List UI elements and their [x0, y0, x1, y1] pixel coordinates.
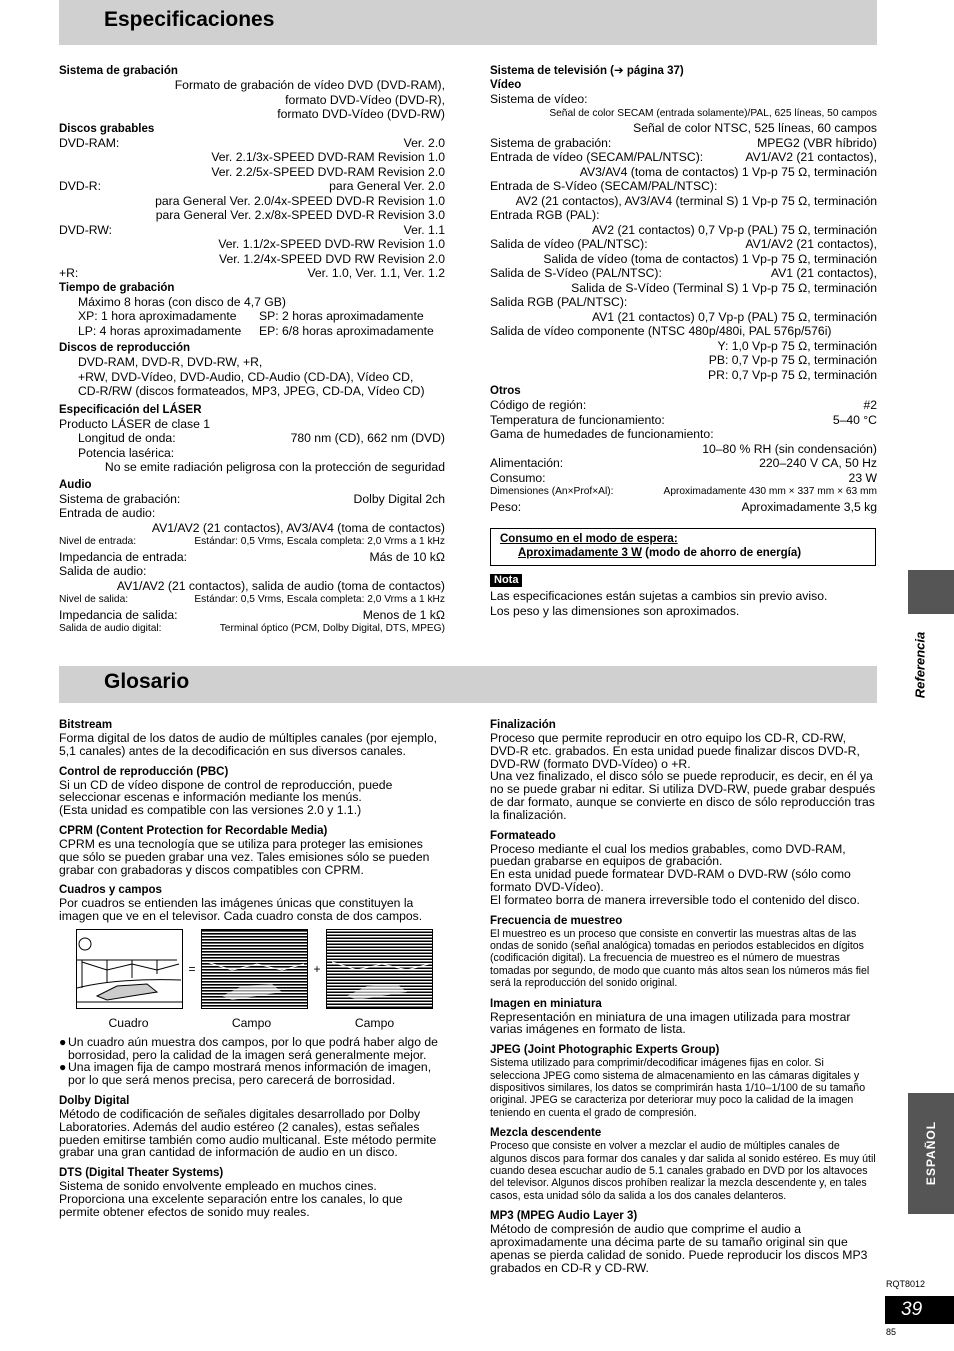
spec-row: Sistema de grabación: MPEG2 (VBR híbrido)	[490, 135, 877, 150]
rec-time-max: Máximo 8 horas (con disco de 4,7 GB)	[78, 294, 286, 309]
spec-row: DVD-RW: Ver. 1.1	[59, 222, 445, 237]
rec-time-row: LP: 4 horas aproximadamente EP: 6/8 horas aproximadamente	[78, 323, 434, 338]
spec-line: Y: 1,0 Vp-p 75 Ω, terminación	[717, 338, 877, 353]
gloss-def: Proceso que permite reproducir en otro equipo los CD-R, CD-RW, DVD-R etc. grabados. En esta unidad puede finalizar discos DVD-R, DVD-RW (formato DVD-Vídeo) o +R.	[490, 731, 860, 771]
field-image-2	[326, 929, 433, 1009]
nota-line: Los peso y las dimensiones son aproximados.	[490, 603, 740, 618]
page-number: 39	[885, 1296, 954, 1324]
spec-row: Nivel de salida: Estándar: 0,5 Vrms, Escala completa: 2,0 Vrms a 1 kHz	[59, 594, 445, 605]
rec-system-line: formato DVD-Vídeo (DVD-RW)	[277, 107, 445, 121]
gloss-def: Método de compresión de audio que comprime el audio a aproximadamente una décima parte de su tamaño original sin que apenas se pierda calidad de sonido. Puede reproducir los discos MP3 grabados en CD-R y CD-RW.	[490, 1222, 868, 1275]
standby-line1: Consumo en el modo de espera:	[500, 533, 678, 545]
spec-line: PR: 0,7 Vp-p 75 Ω, terminación	[708, 367, 877, 382]
other-rows	[490, 398, 877, 514]
spec-line: Salida RGB (PAL/NTSC):	[490, 295, 628, 309]
spec-line: para General Ver. 2.0/4x-SPEED DVD-R Revision 1.0	[155, 193, 445, 208]
spec-row: Longitud de onda: 780 nm (CD), 662 nm (DVD)	[78, 431, 445, 445]
rec-discs-heading: Discos grabables	[59, 122, 155, 135]
bullet-item: ● Una imagen fija de campo mostrará menos información de imagen, por lo que será menos precisa, pero carecerá de borrosidad.	[59, 1060, 432, 1088]
gloss-term: MP3 (MPEG Audio Layer 3)	[490, 1210, 638, 1223]
spec-title: Especificaciones	[104, 8, 275, 31]
gloss-def: Proceso mediante el cual los medios grabables, como DVD-RAM, puedan grabarse en equipos de grabación.	[490, 841, 846, 869]
spec-row: +R: Ver. 1.0, Ver. 1.1, Ver. 1.2	[59, 266, 445, 280]
gloss-term: Dolby Digital	[59, 1094, 130, 1107]
side-label-referencia: Referencia	[912, 631, 928, 699]
spec-row: Salida de audio digital: Terminal óptico (PCM, Dolby Digital, DTS, MPEG)	[59, 623, 445, 634]
spec-row: Impedancia de entrada: Más de 10 kΩ	[59, 549, 445, 564]
spec-row: Nivel de entrada: Estándar: 0,5 Vrms, Escala completa: 2,0 Vrms a 1 kHz	[59, 536, 445, 547]
laser-heading: Especificación del LÁSER	[59, 403, 202, 416]
gloss-def: Por cuadros se entienden las imágenes únicas que constituyen la imagen que ve en el televisor. Cada cuadro consta de dos campos.	[59, 896, 423, 924]
gloss-header-band	[59, 666, 877, 703]
field-image-1	[201, 929, 308, 1009]
gloss-def: El formateo borra de manera irreversible todo el contenido del disco.	[490, 892, 860, 907]
play-discs-line: +RW, DVD-Vídeo, DVD-Audio, CD-Audio (CD-DA), Vídeo CD,	[78, 369, 414, 384]
gloss-def: Si un CD de vídeo dispone de control de reproducción, puede seleccionar escenas e información mediante los menús.	[59, 777, 393, 805]
section-tab-block	[908, 570, 954, 614]
gloss-def: (Esta unidad es compatible con las versiones 2.0 y 1.1.)	[59, 803, 362, 818]
spec-row: Dimensiones (An×Prof×Al): Aproximadamente 430 mm × 337 mm × 63 mm	[490, 486, 877, 497]
spec-line: para General Ver. 2.x/8x-SPEED DVD-R Revision 3.0	[155, 208, 445, 222]
gloss-term: Control de reproducción (PBC)	[59, 765, 229, 778]
gloss-term: Imagen en miniatura	[490, 997, 602, 1010]
spec-right-column	[490, 64, 877, 514]
spec-row: Código de región: #2	[490, 398, 877, 412]
gloss-def: El muestreo es un proceso que consiste en convertir las muestras altas de las ondas de sonido (señal analógica) tomadas en periodos establecidos en dígitos (codificación digital). La frecuencia de muestreo es el número de muestras tomadas por segundo, de modo que cuanto más altos sean los números más fiel será la reproducción del sonido original.	[490, 927, 870, 990]
tv-rows	[490, 136, 877, 383]
rec-time-row: XP: 1 hora aproximadamente SP: 2 horas aproximadamente	[78, 309, 424, 323]
frames-figure	[76, 929, 445, 1009]
gloss-right-column	[490, 711, 876, 1274]
spec-line: AV2 (21 contactos), AV3/AV4 (terminal S) 1 Vp-p 75 Ω, terminación	[515, 193, 877, 208]
gloss-term: Cuadros y campos	[59, 884, 162, 897]
standby-box	[490, 528, 876, 566]
spec-line: Salida de vídeo (toma de contactos) 1 Vp-p 75 Ω, terminación	[543, 251, 877, 266]
gloss-def: Representación en miniatura de una imagen utilizada para mostrar varias imágenes en formato de lista.	[490, 1009, 851, 1037]
rec-system-line: formato DVD-Vídeo (DVD-R),	[285, 92, 445, 107]
gloss-def: Método de codificación de señales digitales desarrollado por Dolby Laboratories. Además del audio estéreo (2 canales), estas señales pueden emitirse también como audio multicanal. Este método permite grabar una gran cantidad de información de audio en un disco.	[59, 1106, 437, 1160]
play-discs-line: DVD-RAM, DVD-R, DVD-RW, +R,	[78, 355, 263, 369]
nota-label: Nota	[490, 574, 522, 587]
laser-product: Producto LÁSER de clase 1	[59, 416, 211, 431]
gloss-def: En esta unidad puede formatear DVD-RAM o DVD-RW (sólo como formato DVD-Vídeo).	[490, 867, 851, 894]
rec-system-heading: Sistema de grabación	[59, 65, 178, 77]
nota-section	[490, 572, 877, 618]
gloss-term: CPRM (Content Protection for Recordable Media)	[59, 824, 328, 837]
audio-in-label: Entrada de audio:	[59, 506, 156, 520]
spec-line: AV3/AV4 (toma de contactos) 1 Vp-p 75 Ω, terminación	[579, 164, 877, 179]
spec-line: Salida de vídeo componente (NTSC 480p/480i, PAL 576p/576i)	[490, 324, 832, 338]
spec-row: Peso: Aproximadamente 3,5 kg	[490, 499, 877, 514]
equals-sign: =	[188, 961, 196, 976]
spec-row: Sistema de grabación: Dolby Digital 2ch	[59, 491, 445, 506]
spec-line: Ver. 1.1/2x-SPEED DVD-RW Revision 1.0	[218, 237, 445, 251]
gloss-def: Una vez finalizado, el disco sólo se puede reproducir, es decir, en él ya no se puede grabar ni editar. Si utiliza DVD-RW, puede grabar después de dar formato, aunque se convierte en disco de sólo reproducción tras la finalización.	[490, 769, 876, 822]
spec-line: Entrada de S-Vídeo (SECAM/PAL/NTSC):	[490, 179, 718, 193]
video-system-line: Señal de color SECAM (entrada solamente)/PAL, 625 líneas, 50 campos	[549, 107, 877, 119]
spec-row: Salida de S-Vídeo (PAL/NTSC): AV1 (21 contactos),	[490, 266, 877, 280]
gloss-def: Forma digital de los datos de audio de múltiples canales (por ejemplo, 5,1 canales) antes de la decodificación en sus diversos canales.	[59, 731, 438, 758]
gloss-term: Finalización	[490, 719, 556, 731]
doc-code: RQT8012	[886, 1279, 926, 1289]
audio-heading: Audio	[59, 478, 92, 491]
gloss-term: Mezcla descendente	[490, 1127, 602, 1140]
figure-captions	[67, 1017, 445, 1030]
bullet-item: ● Un cuadro aún muestra dos campos, por lo que podrá haber algo de borrosidad, pero la calidad de la imagen será generalmente mejor.	[59, 1034, 438, 1062]
standby-line2: Aproximadamente 3 W (modo de ahorro de energía)	[518, 547, 802, 559]
caption-cuadro: Cuadro	[108, 1015, 149, 1030]
spec-header-band	[59, 0, 877, 45]
spec-line: Salida de S-Vídeo (Terminal S) 1 Vp-p 75 Ω, terminación	[571, 280, 877, 295]
spec-line: Gama de humedades de funcionamiento:	[490, 427, 714, 441]
spec-line: Entrada RGB (PAL):	[490, 208, 600, 222]
spec-row: Entrada de vídeo (SECAM/PAL/NTSC): AV1/AV2 (21 contactos),	[490, 150, 877, 164]
video-system-label: Sistema de vídeo:	[490, 92, 588, 106]
play-discs-heading: Discos de reproducción	[59, 342, 191, 354]
spec-line: AV2 (21 contactos) 0,7 Vp-p (PAL) 75 Ω, terminación	[591, 222, 877, 237]
gloss-def: Proceso que consiste en volver a mezclar el audio de múltiples canales de algunos discos para formar dos canales y dar salida al sonido estéreo. Es muy útil cuando desea escuchar audio de 5.1 canales grabado en DVD por los altavoces del televisor. Algunos discos prohíben realizar la mezcla descendente y, en tales casos, esta unidad sólo da salida a los dos canales delanteros.	[490, 1140, 876, 1202]
rec-system-line: Formato de grabación de vídeo DVD (DVD-RAM),	[174, 78, 445, 92]
caption-campo: Campo	[354, 1015, 395, 1030]
spec-row: DVD-RAM: Ver. 2.0	[59, 135, 445, 150]
gloss-term: Bitstream	[59, 719, 113, 731]
spec-line: PB: 0,7 Vp-p 75 Ω, terminación	[708, 353, 877, 367]
sheet-number: 85	[886, 1327, 897, 1337]
nota-line: Las especificaciones están sujetas a cambios sin previo aviso.	[490, 589, 828, 603]
gloss-term: Formateado	[490, 829, 556, 842]
other-heading: Otros	[490, 385, 521, 397]
laser-power: Potencia lasérica:	[78, 445, 175, 460]
spec-row: Impedancia de salida: Menos de 1 kΩ	[59, 607, 445, 622]
frame-image	[76, 929, 183, 1009]
spec-row: Temperatura de funcionamiento: 5–40 °C	[490, 412, 877, 427]
audio-in-value: AV1/AV2 (21 contactos), AV3/AV4 (toma de contactos)	[151, 520, 445, 535]
gloss-def: Sistema de sonido envolvente empleado en muchos cines. Proporciona una excelente separación entre los canales, lo que permite obtener efectos de sonido muy reales.	[59, 1179, 403, 1219]
spec-row: DVD-R: para General Ver. 2.0	[59, 179, 445, 193]
gloss-term: DTS (Digital Theater Systems)	[59, 1167, 224, 1180]
video-heading: Vídeo	[490, 79, 522, 91]
tv-heading: Sistema de televisión (➔ página 37)	[490, 65, 684, 77]
gloss-term: Frecuencia de muestreo	[490, 914, 623, 927]
language-tab	[908, 1093, 954, 1214]
language-label: ESPAÑOL	[924, 1120, 938, 1186]
audio-out-label: Salida de audio:	[59, 564, 147, 578]
rec-time-heading: Tiempo de grabación	[59, 281, 175, 294]
laser-note: No se emite radiación peligrosa con la protección de seguridad	[104, 460, 445, 474]
spec-left-column	[59, 64, 445, 637]
play-discs-line: CD-R/RW (discos formateados, MP3, JPEG, CD-DA, Vídeo CD)	[78, 384, 425, 398]
spec-line: AV1 (21 contactos) 0,7 Vp-p (PAL) 75 Ω, terminación	[591, 309, 877, 324]
spec-line: 10–80 % RH (sin condensación)	[702, 441, 877, 456]
gloss-left-column	[59, 711, 445, 1219]
gloss-def: Sistema utilizado para comprimir/decodificar imágenes fijas en color. Si selecciona JPEG como sistema de almacenamiento en las cámaras digitales y dispositivos similares, los datos se comprimirán hasta 1/10–1/100 de su tamaño original. JPEG se caracteriza por deteriorar muy poco la calidad de la imagen teniendo en cuenta el grado de compresión.	[490, 1057, 866, 1119]
spec-line: Ver. 2.1/3x-SPEED DVD-RAM Revision 1.0	[211, 150, 445, 164]
spec-line: Ver. 2.2/5x-SPEED DVD-RAM Revision 2.0	[211, 164, 445, 179]
audio-out-value: AV1/AV2 (21 contactos), salida de audio (toma de contactos)	[116, 578, 445, 593]
spec-line: Ver. 1.2/4x-SPEED DVD RW Revision 2.0	[218, 251, 445, 266]
plus-sign: +	[313, 961, 321, 976]
gloss-def: CPRM es una tecnología que se utiliza para proteger las emisiones que sólo se pueden grabar una vez. Tales emisiones sólo se pueden grabar con grabadoras y discos compatibles con CPRM.	[59, 836, 430, 877]
gloss-term: JPEG (Joint Photographic Experts Group)	[490, 1044, 720, 1057]
caption-campo: Campo	[231, 1015, 272, 1030]
gloss-title: Glosario	[104, 670, 190, 693]
spec-row: Salida de vídeo (PAL/NTSC): AV1/AV2 (21 contactos),	[490, 237, 877, 251]
spec-row: Consumo: 23 W	[490, 470, 877, 485]
spec-row: Alimentación: 220–240 V CA, 50 Hz	[490, 456, 877, 470]
video-system-line: Señal de color NTSC, 525 líneas, 60 campos	[633, 121, 877, 135]
